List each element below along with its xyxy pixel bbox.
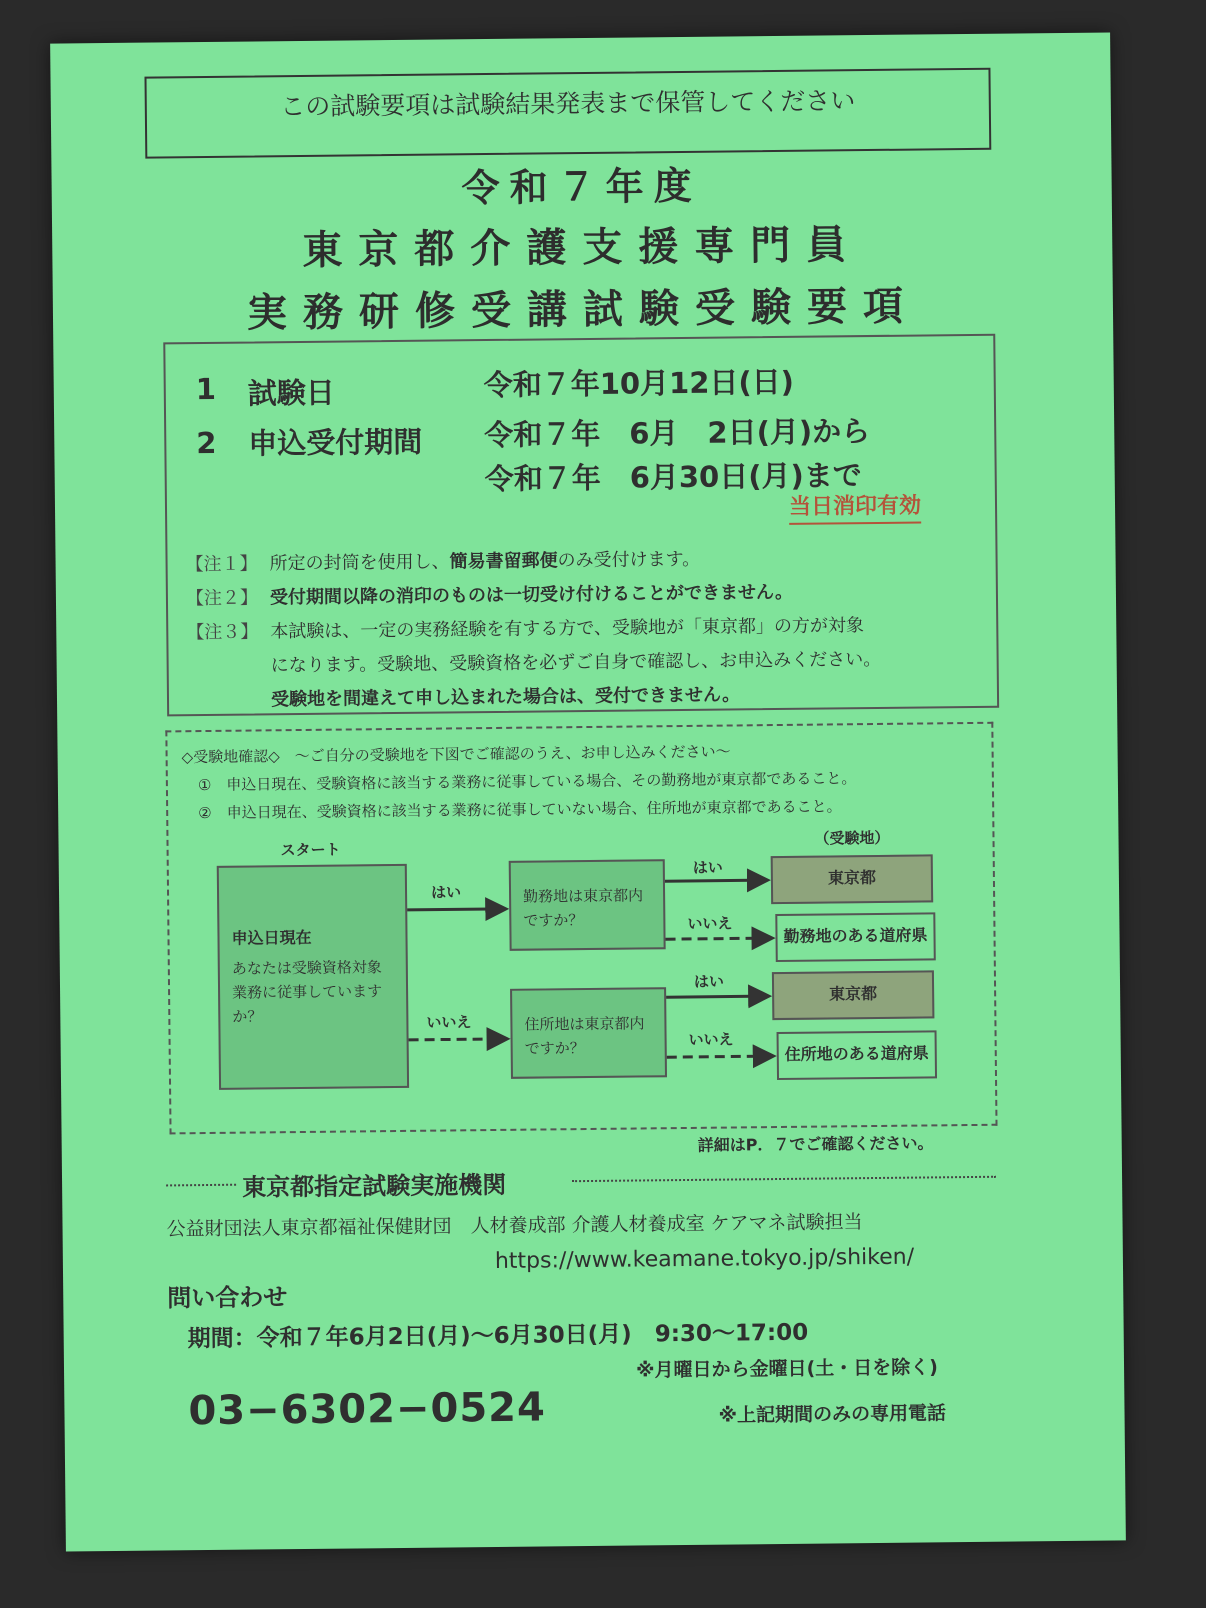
arrow-home-yes: [666, 996, 766, 997]
phone-number[interactable]: 03−6302−0524: [188, 1384, 547, 1435]
title-line3: 実務研修受講試験受験要項: [246, 283, 920, 337]
detail-reference: 詳細はP．７でご確認ください。: [697, 1133, 934, 1155]
inquiry-period: 期間：令和７年6月2日(月)～6月30日(月) 9:30～17:00: [187, 1319, 809, 1353]
arrow-yes-to-work: [407, 909, 503, 910]
note-text: 所定の封筒を使用し、: [269, 551, 450, 575]
item1-label: 試験日: [247, 375, 335, 411]
postmark-note: 当日消印有効: [789, 488, 921, 524]
start-question-body: あなたは受験資格対象業務に従事していますか？: [231, 958, 383, 1026]
location-rule-1: ① 申込日現在、受験資格に該当する業務に従事している場合、その勤務地が東京都であること。: [197, 769, 857, 795]
destination-tokyo-home: 東京都: [772, 970, 934, 1020]
arrow-work-yes: [665, 880, 765, 881]
keep-notice: この試験要項は試験結果発表まで保管してください: [144, 68, 991, 159]
location-check-heading: ◇受験地確認◇ ～ご自分の受験地を下図でご確認のうえ、お申し込みください～: [181, 742, 731, 767]
item2-label: 申込受付期間: [248, 424, 423, 461]
location-rule-2: ② 申込日現在、受験資格に該当する業務に従事していない場合、住所地が東京都であること。: [198, 797, 842, 823]
org-url[interactable]: https://www.keamane.tokyo.jp/shiken/: [494, 1244, 915, 1274]
org-heading: 東京都指定試験実施機関: [241, 1170, 507, 1202]
yes-label: はい: [692, 858, 723, 877]
inquiry-label: 問い合わせ: [167, 1283, 288, 1313]
note-3-line2: になります。受験地、受験資格を必ずご自身で確認し、お申込みください。: [270, 648, 882, 677]
note-tag: 【注１】: [185, 553, 258, 576]
home-location-question: 住所地は東京都内ですか？: [510, 987, 667, 1079]
note-1: [185, 543, 700, 582]
flow-arrows: [167, 724, 999, 1137]
note-bold: 簡易書留郵便: [449, 550, 558, 573]
destination-work-prefecture: 勤務地のある道府県: [775, 912, 935, 962]
note-tag: 【注２】: [185, 587, 259, 610]
application-end: 令和７年 6月30日(月)まで: [484, 458, 862, 497]
schedule-box: [163, 334, 999, 717]
start-label: スタート: [280, 840, 341, 860]
no-label: いいえ: [426, 1013, 472, 1032]
destination-home-prefecture: 住所地のある道府県: [777, 1030, 937, 1080]
note-3-line3: 受験地を間違えて申し込まれた場合は、受付できません。: [270, 684, 741, 711]
phone-note: ※上記期間のみの専用電話: [718, 1402, 947, 1427]
no-label: いいえ: [687, 914, 733, 933]
arrow-no-to-home: [409, 1039, 505, 1040]
yes-label: はい: [693, 972, 725, 991]
title-year: 令和７年度: [461, 163, 702, 211]
dotted-rule-right: [572, 1176, 996, 1182]
title-line2: 東京都介護支援専門員: [302, 222, 863, 274]
application-start: 令和７年 6月 2日(月)から: [484, 414, 871, 453]
weekday-note: ※月曜日から金曜日(土・日を除く): [635, 1356, 939, 1382]
arrow-work-no: [666, 938, 770, 939]
item2-num: 2: [196, 425, 217, 461]
note-text: 本試験は、一定の実務経験を有する方で、受験地が「東京都」の方が対象: [270, 615, 865, 643]
exam-date: 令和７年10月12日(日): [483, 364, 795, 403]
dotted-rule-left: [166, 1184, 236, 1187]
start-question-title: 申込日現在: [231, 927, 312, 948]
location-check-box: [165, 722, 997, 1135]
destination-heading: （受験地）: [814, 828, 890, 848]
note-text: のみ受付けます。: [557, 548, 701, 572]
note-tag: 【注３】: [186, 621, 259, 644]
arrow-home-no: [667, 1056, 771, 1057]
exam-guide-sheet: [50, 32, 1126, 1551]
org-name: 公益財団法人東京都福祉保健財団 人材養成部 介護人材養成室 ケアマネ試験担当: [166, 1211, 863, 1241]
item1-num: 1: [195, 371, 217, 407]
note-bold: 受付期間以降の消印のものは一切受け付けることができません。: [269, 581, 794, 609]
no-label: いいえ: [688, 1030, 734, 1049]
destination-tokyo-work: 東京都: [771, 854, 933, 904]
yes-label: はい: [430, 883, 462, 902]
work-location-question: 勤務地は東京都内ですか？: [509, 859, 666, 951]
